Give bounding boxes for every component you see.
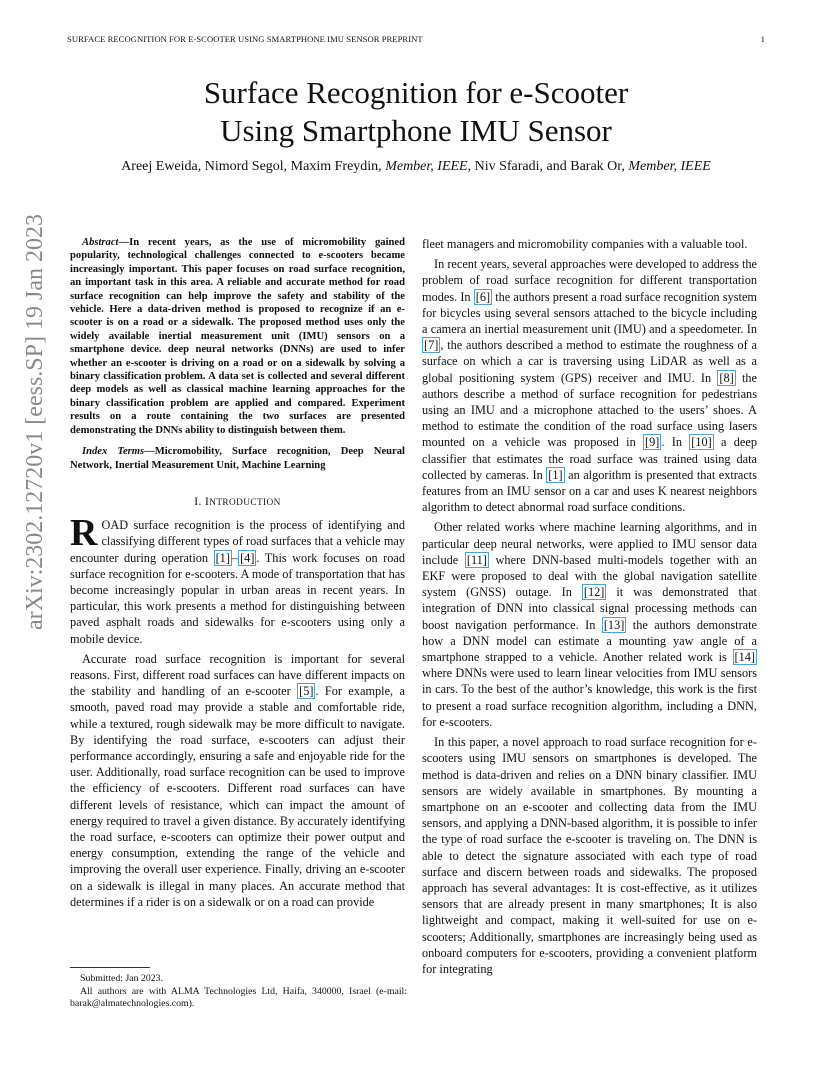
footnote-submitted: Submitted: Jan 2023. bbox=[80, 973, 164, 984]
intro-paragraph-1 bbox=[70, 512, 406, 647]
intro-p2-text-b: . For example, a smooth, paved road may provide a stable and comfortable ride, while a textured, rough sidewalk may be more difficult to navigate. By identifying the road surface, e-scooters can adjust their performance accordingly, ensuring a safe and enjoyable ride for the user. Additionally, road surface recognition can be used to improve the efficiency of e-scooters. Different road surfaces can have different levels of resistance, which can impact the amount of energy required to travel a given distance. By accurately identifying the road surface, e-scooters can optimize their power output and energy consumption, extending the range of the vehicle and improving the overall user experience. Finally, driving an e-scooter on a sidewalk is illegal in many places. An accurate method that determines if a rider is on a sidewalk or on a road can provide bbox=[70, 684, 405, 909]
section-numeral: I. I bbox=[194, 495, 210, 508]
intro-p4-text-b: where DNN-based multi-models together with an EKF were proposed to deal with the global navigation satellite system (GNSS) outage. In bbox=[422, 552, 757, 600]
index-terms bbox=[70, 445, 405, 472]
intro-p2-text-a: Accurate road surface recognition is important for several reasons. First, different road surfaces can have different impacts on the stability and handling of an e-scooter bbox=[70, 651, 405, 699]
citation-link[interactable]: [13] bbox=[603, 617, 625, 632]
left-column bbox=[70, 236, 405, 910]
intro-paragraph-2 bbox=[70, 651, 405, 910]
intro-paragraph-4 bbox=[422, 519, 757, 730]
citation-link[interactable]: [14] bbox=[734, 650, 755, 665]
footnote-affiliation: All authors are with ALMA Technologies Ltd, Haifa, 340000, Israel (e-mail: barak@almatechnologies.com). bbox=[70, 985, 407, 1010]
citation-link[interactable]: [1] bbox=[215, 550, 230, 565]
intro-p1-text-b: . This work focuses on road surface recognition for e-scooters. A mode of transportation that has become increasingly popular in urban areas in recent years. In particular, this work presents a method for distinguishing between paved asphalt roads and sidewalks for e-scooters using only a mobile device. bbox=[70, 550, 406, 646]
citation-link[interactable]: [11] bbox=[466, 552, 487, 567]
page-number: 1 bbox=[760, 34, 765, 44]
footnote bbox=[70, 973, 407, 1011]
arxiv-identifier-stamp[interactable]: arXiv:2302.12720v1 [eess.SP] 19 Jan 2023 bbox=[22, 214, 48, 630]
intro-p4-text-d: the authors demonstrate how a DNN model can estimate a mounting yaw angle of a smartphone strapped to a vehicle. Another related work is bbox=[422, 617, 758, 665]
author-list bbox=[67, 159, 765, 175]
authors-part-1: Areej Eweida, Nimord Segol, Maxim Freydin, bbox=[121, 159, 386, 174]
index-terms-label: Index Terms bbox=[82, 446, 145, 458]
citation-link[interactable]: [4] bbox=[240, 550, 255, 565]
intro-p4-text-c: it was demonstrated that integration of DNN into classical signal processing methods can boost navigation performance. In bbox=[422, 585, 757, 632]
membership-2: Member, IEEE bbox=[628, 159, 711, 174]
membership-1: Member, IEEE bbox=[385, 159, 468, 174]
right-column bbox=[422, 236, 757, 977]
abstract-text: —In recent years, as the use of micromobility gained popularity, technological challenges connected to e-scooters became increasingly important. This paper focuses on road surface recognition, an important task in this area. A reliable and accurate method for road surface recognition can help improve the safety and stability of the vehicle. Here a data-driven method is proposed to recognize if an e-scooter is on a road or a sidewalk. The proposed method uses only the widely available inertial measurement unit (IMU) sensors on a smartphone device. deep neural networks (DNNs) are used to infer whether an e-scooter is driving on a road or on a sidewalk by solving a binary classification problem. A data set is collected and several different deep models as well as classical machine learning approaches for the binary classification problem are applied and compared. Experiment results on a route containing the two surfaces are presented demonstrating the DNNs ability to distinguish between them. bbox=[70, 237, 405, 436]
intro-paragraph-3 bbox=[422, 256, 757, 515]
running-header bbox=[67, 34, 765, 44]
intro-p4-text-e: where DNNs were used to learn linear velocities from IMU sensors in cars. To the best of the author’s knowledge, this work is the first to present a road surface recognition algorithm, including a DNN, for e-scooters. bbox=[422, 666, 757, 729]
intro-p1-dash: – bbox=[231, 550, 239, 565]
paper-title-line-2: Using Smartphone IMU Sensor bbox=[220, 113, 612, 148]
authors-part-2: , Niv Sfaradi, and Barak Or, bbox=[467, 159, 629, 174]
intro-p3-text-a: In recent years, several approaches were developed to address the problem of road surface recognition for different transportation modes. In bbox=[422, 257, 757, 304]
paper-title-line-1: Surface Recognition for e-Scooter bbox=[203, 75, 629, 110]
intro-paragraph-2-continued: fleet managers and micromobility companies with a valuable tool. bbox=[422, 237, 748, 251]
citation-link[interactable]: [7] bbox=[424, 338, 439, 353]
section-title-rest: NTRODUCTION bbox=[209, 497, 281, 508]
intro-p3-text-d: the authors describe a method of surface recognition for pedestrians using an IMU and a microphone attached to the users’ shoes. A method to estimate the condition of the road surface using lasers mounted on a vehicle was proposed in bbox=[422, 370, 757, 450]
paper-title bbox=[67, 74, 765, 150]
intro-p3-text-g: an algorithm is presented that extracts features from an IMU sensor on a car and uses K nearest neighbors algorithm to detect abnormal road surface conditions. bbox=[422, 467, 757, 515]
index-terms-text: —Micromobility, Surface recognition, Deep Neural Network, Inertial Measurement Unit, Machine Learning bbox=[70, 446, 405, 471]
citation-link[interactable]: [9] bbox=[645, 435, 660, 450]
intro-p1-text-a: OAD surface recognition is the process of identifying and classifying different types of road surfaces that a vehicle may encounter during operation bbox=[70, 518, 405, 565]
citation-link[interactable]: [10] bbox=[691, 435, 712, 450]
citation-link[interactable]: [5] bbox=[299, 684, 314, 699]
intro-p3-text-b: the authors present a road surface recognition system for bicycles using several sensors attached to the bicycle including a camera an inertial measurement unit (IMU) and a speedometer. In bbox=[422, 289, 757, 337]
intro-paragraph-5: In this paper, a novel approach to road surface recognition for e-scooters using IMU sensors on smartphones is developed. The method is data-driven and relies on a DNN binary classifier. IMU sensors are widely available in smartphones. By mounting a smartphone on an e-scooter and collecting data from the IMU sensors, and applying a DNN-based algorithm, it is possible to infer the type of road surface the e-scooter is traveling on. The DNN is able to detect the signature associated with each type of road surface and discern between roads and sidewalks. The proposed approach has several advantages: It is cost-effective, as it utilizes sensors that are already present in many smartphones; It is also lightweight and compact, making it well-suited for use on e-scooters; Additionally, smartphones are increasingly being used as onboard computers for e-scooters, providing a convenient platform for integrating bbox=[422, 735, 757, 976]
citation-link[interactable]: [1] bbox=[548, 467, 563, 482]
citation-link[interactable]: [12] bbox=[583, 585, 605, 600]
drop-cap: R bbox=[70, 512, 98, 555]
footnote-rule bbox=[70, 967, 150, 968]
intro-p4-text-a: Other related works where machine learning algorithms, and in particular deep neural networks, were applied to IMU sensor data include bbox=[422, 520, 757, 567]
intro-p3-text-f: a deep classifier that estimates the road surface was trained using data collected by cameras. In bbox=[422, 435, 757, 482]
abstract bbox=[70, 236, 405, 437]
abstract-label: Abstract bbox=[82, 237, 119, 248]
intro-p3-text-e: . In bbox=[661, 435, 690, 450]
intro-p3-text-c: , the authors described a method to estimate the roughness of a surface on which a car is traversing using LiDAR as well as a global positioning system (GPS) receiver and IMU. In bbox=[422, 338, 757, 385]
citation-link[interactable]: [8] bbox=[719, 370, 734, 385]
citation-link[interactable]: [6] bbox=[475, 289, 491, 304]
running-header-title: SURFACE RECOGNITION FOR E-SCOOTER USING SMARTPHONE IMU SENSOR PREPRINT bbox=[67, 34, 423, 44]
section-heading-introduction bbox=[70, 494, 405, 511]
